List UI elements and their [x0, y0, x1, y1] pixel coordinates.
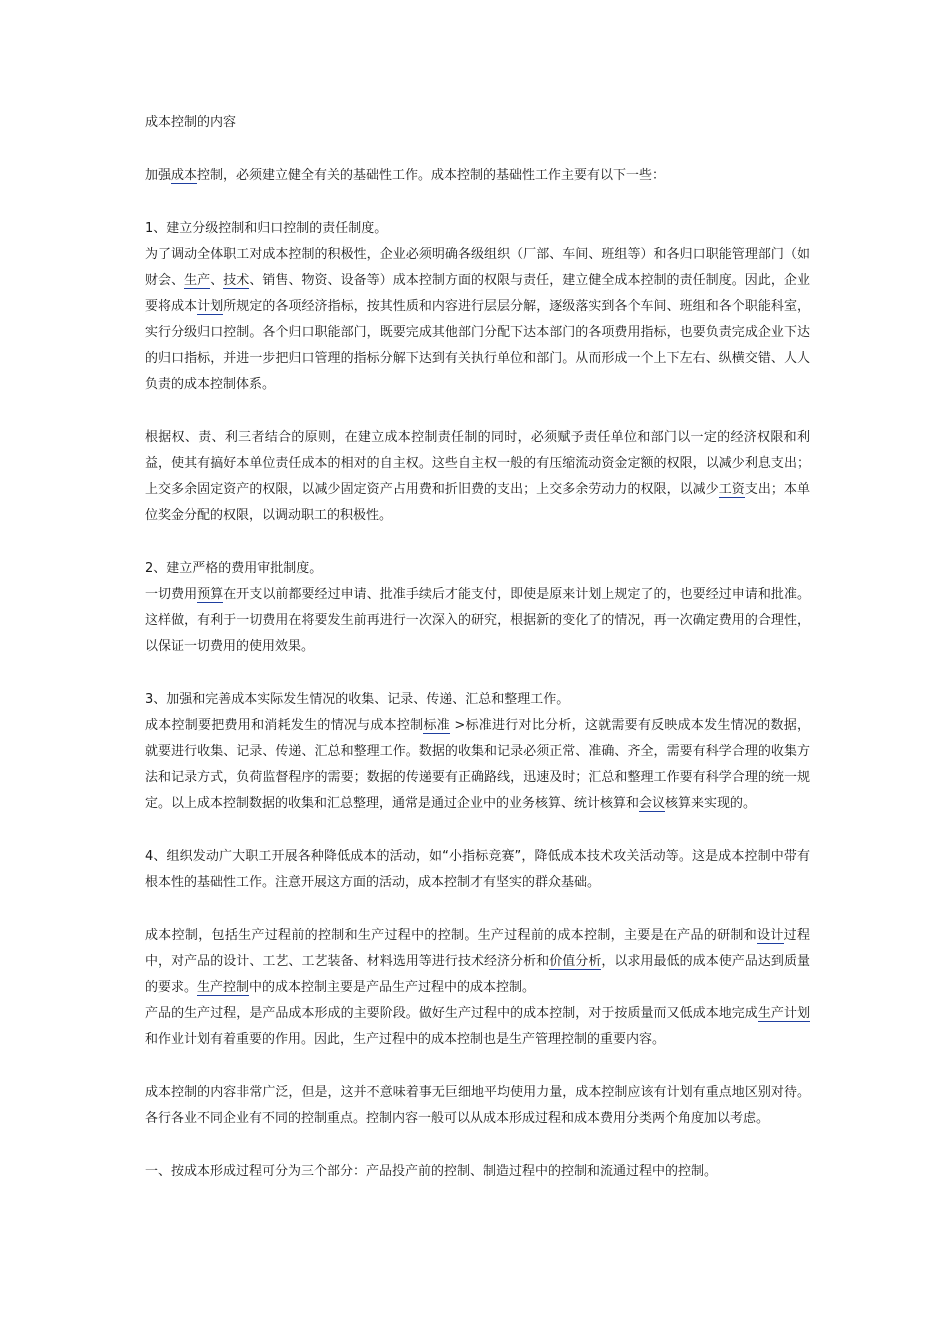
section-5-paragraph-2	[145, 1001, 810, 1053]
s2-text-2: 在开支以前都要经过申请、批准手续后才能支付，即使是原来计划上规定了的，也要经过申请和批准。这样做，有利于一切费用在将要发生前再进行一次深入的研究，根据新的变化了的情况，再一次确定费用的合理性，以保证一切费用的使用效果。	[145, 587, 810, 654]
document-body	[145, 110, 810, 1212]
section-7-paragraph: 一、按成本形成过程可分为三个部分：产品投产前的控制、制造过程中的控制和流通过程中的控制。	[145, 1164, 718, 1179]
link-plan[interactable]: 计划	[197, 299, 224, 314]
s3-text-2: >标准进行对比分析，这就需要有反映成本发生情况的数据，就要进行收集、记录、传递、汇总和整理工作。数据的收集和记录必须正常、准确、齐全，需要有科学合理的收集方法和记录方式，负荷监督程序的需要；数据的传递要有正确路线，迅速及时；汇总和整理工作要有科学合理的统一规定。以上成本控制数据的收集和汇总整理，通常是通过企业中的业务核算、统计核算和	[145, 718, 810, 811]
link-production-control[interactable]: 生产控制	[197, 980, 250, 995]
s5-text-6: 和作业计划有着重要的作用。因此，生产过程中的成本控制也是生产管理控制的重要内容。	[145, 1032, 666, 1047]
s3-text-1: 成本控制要把费用和消耗发生的情况与成本控制	[145, 718, 424, 733]
s1-text-4: 所规定的各项经济指标，按其性质和内容进行层层分解，逐级落实到各个车间、班组和各个职能科室，实行分级归口控制。各个归口职能部门，既要完成其他部门分配下达本部门的各项费用指标，也要负责完成企业下达的归口指标，并进一步把归口管理的指标分解下达到有关执行单位和部门。从而形成一个上下左右、纵横交错、人人负责的成本控制体系。	[145, 299, 810, 392]
s5-text-3: ，以求用最低的成本使产品达到质量的要求。	[145, 954, 810, 995]
s5-text-4: 中的成本控制主要是产品生产过程中的成本控制。	[249, 980, 536, 995]
section-6-paragraph: 成本控制的内容非常广泛，但是，这并不意味着事无巨细地平均使用力量，成本控制应该有计划有重点地区别对待。各行各业不同企业有不同的控制重点。控制内容一般可以从成本形成过程和成本费用分类两个角度加以考虑。	[145, 1085, 810, 1126]
section-3-heading: 3、加强和完善成本实际发生情况的收集、记录、传递、汇总和整理工作。	[145, 692, 570, 707]
s2-text-1: 一切费用	[145, 587, 198, 602]
s3-text-3: 核算来实现的。	[665, 796, 757, 811]
s1-text-2: 、	[210, 273, 224, 288]
intro-paragraph	[145, 163, 810, 189]
section-1-heading: 1、建立分级控制和归口控制的责任制度。	[145, 221, 388, 236]
s5-text-2: 过程中，对产品的设计、工艺、工艺装备、材料选用等进行技术经济分析和	[145, 928, 810, 969]
link-production[interactable]: 生产	[184, 273, 211, 288]
s1-p2-text-1: 根据权、责、利三者结合的原则，在建立成本控制责任制的同时，必须赋予责任单位和部门以一定的经济权限和利益，使其有搞好本单位责任成本的相对的自主权。这些自主权一般的有压缩流动资金定额的权限，以减少利息支出；上交多余固定资产的权限，以减少固定资产占用费和折旧费的支出；上交多余劳动力的权限，以减少	[145, 430, 810, 497]
section-4-paragraph: 4、组织发动广大职工开展各种降低成本的活动，如“小指标竞赛”，降低成本技术攻关活动等。这是成本控制中带有根本性的基础性工作。注意开展这方面的活动，成本控制才有坚实的群众基础。	[145, 849, 810, 890]
link-technology[interactable]: 技术	[223, 273, 250, 288]
section-3-paragraph	[145, 713, 810, 817]
section-1-paragraph-1	[145, 242, 810, 398]
s5-text-1: 成本控制，包括生产过程前的控制和生产过程中的控制。生产过程前的成本控制，主要是在产品的研制和	[145, 928, 758, 943]
intro-text-1: 加强	[145, 168, 172, 183]
link-wages[interactable]: 工资	[718, 482, 745, 497]
document-title: 成本控制的内容	[145, 115, 237, 130]
intro-text-2: 控制，必须建立健全有关的基础性工作。成本控制的基础性工作主要有以下一些：	[197, 168, 666, 183]
section-2-heading: 2、建立严格的费用审批制度。	[145, 561, 323, 576]
link-accounting[interactable]: 会议	[639, 796, 666, 811]
section-1-paragraph-2	[145, 425, 810, 529]
s1-text-1: 为了调动全体职工对成本控制的积极性，企业必须明确各级组织（厂部、车间、班组等）和各归口职能管理部门（如财会、	[145, 247, 810, 288]
s1-text-3: 、销售、物资、设备等）成本控制方面的权限与责任，建立健全成本控制的责任制度。因此，企业要将成本	[145, 273, 810, 314]
link-cost[interactable]: 成本	[171, 168, 198, 183]
section-2-paragraph	[145, 582, 810, 660]
link-production-plan[interactable]: 生产计划	[757, 1006, 810, 1021]
link-budget[interactable]: 预算	[197, 587, 224, 602]
section-5-paragraph-1	[145, 923, 810, 1001]
link-value-analysis[interactable]: 价值分析	[549, 954, 602, 969]
s1-p2-text-2: 支出；本单位奖金分配的权限，以调动职工的积极性。	[145, 482, 810, 523]
link-standard[interactable]: 标准	[423, 718, 450, 733]
s5-text-5: 产品的生产过程，是产品成本形成的主要阶段。做好生产过程中的成本控制，对于按质量而又低成本地完成	[145, 1006, 758, 1021]
link-design[interactable]: 设计	[757, 928, 784, 943]
